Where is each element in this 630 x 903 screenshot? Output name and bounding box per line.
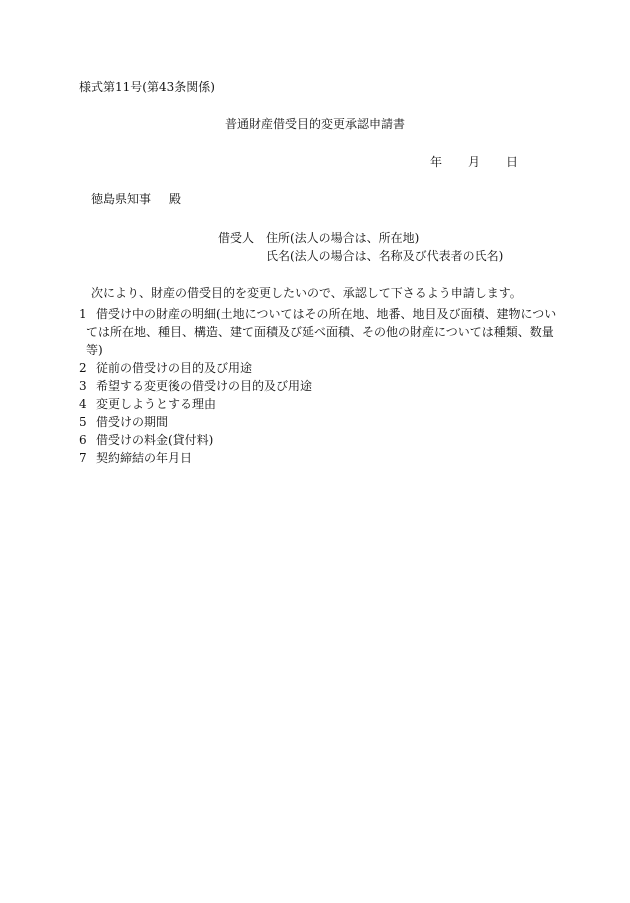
- list-item: [79, 377, 549, 395]
- addressee-honorific: 殿: [169, 192, 182, 206]
- date-day-label: 日: [506, 155, 519, 169]
- item-number: 7: [79, 451, 87, 465]
- item-text: 借受けの期間: [96, 415, 169, 429]
- item-text-continued: ては所在地、種目、構造、建て面積及び延べ面積、その他の財産については種類、数量: [86, 325, 554, 339]
- date-month-label: 月: [468, 155, 481, 169]
- date-line: [430, 156, 518, 168]
- list-item: [79, 305, 557, 359]
- addressee-name: 徳島県知事: [91, 192, 152, 206]
- item-text-continued: 等): [86, 343, 103, 357]
- list-item: [79, 431, 549, 449]
- item-number: 6: [79, 433, 87, 447]
- item-text: 契約締結の年月日: [96, 451, 193, 465]
- item-number: 1: [79, 307, 87, 321]
- item-text: 従前の借受けの目的及び用途: [96, 361, 253, 375]
- item-number: 5: [79, 415, 87, 429]
- date-year-label: 年: [430, 155, 443, 169]
- item-text: 借受けの料金(貸付料): [96, 433, 214, 447]
- item-text: 希望する変更後の借受けの目的及び用途: [96, 379, 313, 393]
- list-item: [79, 359, 549, 377]
- addressee: [91, 193, 181, 205]
- item-number: 3: [79, 379, 87, 393]
- applicant-name-label: 氏名(法人の場合は、名称及び代表者の氏名): [266, 249, 504, 263]
- item-text: 変更しようとする理由: [96, 397, 217, 411]
- document-title: 普通財産借受目的変更承認申請書: [225, 117, 406, 131]
- form-number: 様式第11号(第43条関係): [79, 80, 215, 94]
- applicant-label: 借受人: [218, 231, 255, 245]
- intro-paragraph: 次により、財産の借受目的を変更したいので、承認して下さるよう申請します。: [91, 286, 522, 300]
- item-number: 2: [79, 361, 87, 375]
- item-list: [79, 305, 557, 467]
- list-item: [79, 413, 549, 431]
- item-text: 借受け中の財産の明細(土地についてはその所在地、地番、地目及び面積、建物につい: [96, 307, 557, 321]
- item-number: 4: [79, 397, 87, 411]
- applicant-address-label: 住所(法人の場合は、所在地): [266, 231, 420, 245]
- list-item: [79, 449, 549, 467]
- list-item: [79, 395, 549, 413]
